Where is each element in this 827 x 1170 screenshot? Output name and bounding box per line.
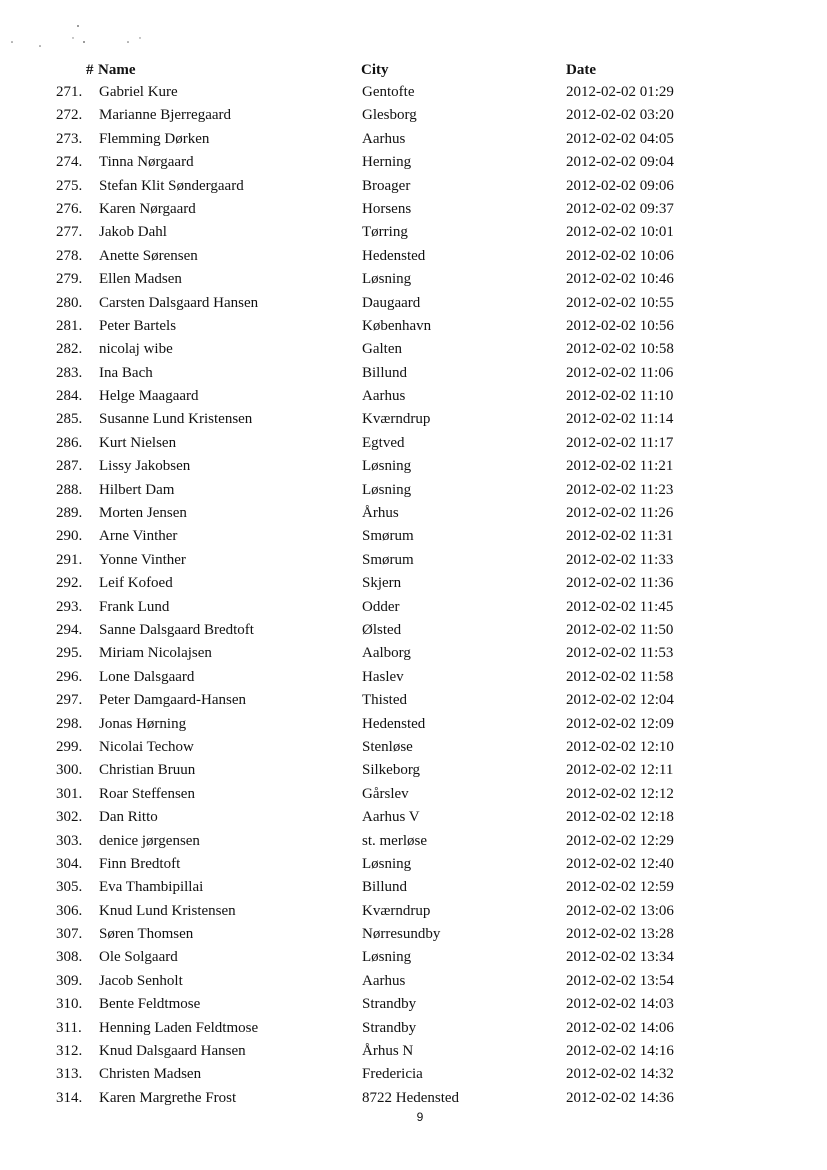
row-city: Løsning — [362, 481, 412, 498]
row-name: Peter Damgaard-Hansen — [99, 692, 247, 709]
row-number: 301. — [56, 785, 83, 802]
row-city: Løsning — [362, 855, 412, 872]
row-number: 314. — [56, 1089, 83, 1106]
row-city: Tørring — [362, 224, 408, 241]
row-city: Løsning — [362, 271, 412, 288]
row-city: Strandby — [362, 996, 417, 1013]
row-city: Løsning — [362, 458, 412, 475]
table-row — [0, 340, 827, 363]
row-name: Jakob Dahl — [99, 224, 167, 241]
row-number: 275. — [56, 177, 83, 194]
row-name: Flemming Dørken — [99, 130, 210, 147]
row-name: Knud Dalsgaard Hansen — [99, 1043, 246, 1060]
table-row — [0, 364, 827, 387]
row-name: Lone Dalsgaard — [99, 668, 195, 685]
row-name: Jacob Senholt — [99, 972, 183, 989]
row-city: Herning — [362, 154, 412, 171]
table-row — [0, 808, 827, 831]
table-row — [0, 785, 827, 808]
row-name: Tinna Nørgaard — [99, 154, 194, 171]
row-name: Roar Steffensen — [99, 785, 195, 802]
row-date: 2012-02-02 11:10 — [566, 388, 674, 405]
row-date: 2012-02-02 11:23 — [566, 481, 674, 498]
row-name: Ellen Madsen — [99, 271, 182, 288]
row-number: 290. — [56, 528, 83, 545]
table-row — [0, 1089, 827, 1112]
row-number: 295. — [56, 645, 83, 662]
row-city: Broager — [362, 177, 411, 194]
row-city: Århus — [362, 505, 399, 522]
row-name: Ina Bach — [99, 364, 153, 381]
row-number: 277. — [56, 224, 83, 241]
row-name: Sanne Dalsgaard Bredtoft — [99, 621, 254, 638]
table-row — [0, 317, 827, 340]
table-row — [0, 644, 827, 667]
row-date: 2012-02-02 11:50 — [566, 621, 674, 638]
table-row — [0, 855, 827, 878]
row-number: 294. — [56, 621, 83, 638]
table-row — [0, 995, 827, 1018]
row-date: 2012-02-02 10:06 — [566, 247, 674, 264]
row-date: 2012-02-02 11:33 — [566, 551, 674, 568]
row-date: 2012-02-02 09:37 — [566, 200, 674, 217]
row-number: 282. — [56, 341, 83, 358]
table-row — [0, 270, 827, 293]
row-number: 311. — [56, 1019, 82, 1036]
row-city: Nørresundby — [362, 926, 441, 943]
row-name: Christian Bruun — [99, 762, 196, 779]
row-date: 2012-02-02 11:17 — [566, 434, 674, 451]
row-number: 299. — [56, 738, 83, 755]
row-date: 2012-02-02 11:06 — [566, 364, 674, 381]
row-name: Bente Feldtmose — [99, 996, 201, 1013]
table-row — [0, 574, 827, 597]
row-number: 308. — [56, 949, 83, 966]
table-row — [0, 504, 827, 527]
table-row — [0, 177, 827, 200]
row-city: Løsning — [362, 949, 412, 966]
row-date: 2012-02-02 12:12 — [566, 785, 674, 802]
table-row — [0, 223, 827, 246]
row-date: 2012-02-02 14:03 — [566, 996, 674, 1013]
row-city: Gentofte — [362, 84, 415, 100]
row-city: st. merløse — [362, 832, 427, 849]
header-hash: # — [86, 62, 94, 78]
table-row — [0, 1065, 827, 1088]
table-row — [0, 551, 827, 574]
row-name: Arne Vinther — [99, 528, 178, 545]
row-name: Finn Bredtoft — [99, 855, 181, 872]
table-row — [0, 715, 827, 738]
row-city: Gårslev — [362, 785, 409, 802]
row-city: Aarhus — [362, 130, 406, 147]
row-number: 291. — [56, 551, 83, 568]
table-row — [0, 691, 827, 714]
row-city: Hedensted — [362, 715, 426, 732]
row-name: Carsten Dalsgaard Hansen — [99, 294, 259, 311]
row-name: Marianne Bjerregaard — [99, 107, 232, 124]
row-number: 279. — [56, 271, 83, 288]
row-city: Hedensted — [362, 247, 426, 264]
row-number: 293. — [56, 598, 83, 615]
row-name: Jonas Hørning — [99, 715, 187, 732]
row-name: Yonne Vinther — [99, 551, 186, 568]
row-city: København — [362, 317, 432, 334]
row-city: Billund — [362, 879, 408, 896]
row-date: 2012-02-02 11:21 — [566, 458, 674, 475]
row-name: Leif Kofoed — [99, 575, 173, 592]
table-row — [0, 832, 827, 855]
row-city: Århus N — [362, 1043, 414, 1060]
row-city: Thisted — [362, 692, 407, 709]
row-name: Knud Lund Kristensen — [99, 902, 236, 919]
row-date: 2012-02-02 12:18 — [566, 809, 674, 826]
row-date: 2012-02-02 14:06 — [566, 1019, 674, 1036]
row-date: 2012-02-02 11:31 — [566, 528, 674, 545]
row-date: 2012-02-02 10:46 — [566, 271, 674, 288]
row-number: 313. — [56, 1066, 83, 1083]
row-name: Karen Nørgaard — [99, 200, 196, 217]
row-city: Galten — [362, 341, 402, 358]
row-date: 2012-02-02 11:53 — [566, 645, 674, 662]
row-number: 283. — [56, 364, 83, 381]
table-row — [0, 247, 827, 270]
table-row — [0, 481, 827, 504]
row-date: 2012-02-02 13:28 — [566, 926, 674, 943]
row-number: 287. — [56, 458, 83, 475]
row-number: 297. — [56, 692, 83, 709]
table-row — [0, 130, 827, 153]
row-date: 2012-02-02 01:29 — [566, 84, 674, 100]
row-number: 300. — [56, 762, 83, 779]
row-number: 288. — [56, 481, 83, 498]
row-name: Frank Lund — [99, 598, 170, 615]
row-number: 303. — [56, 832, 83, 849]
row-date: 2012-02-02 13:34 — [566, 949, 674, 966]
table-row — [0, 434, 827, 457]
row-name: Dan Ritto — [99, 809, 158, 826]
row-city: Aarhus — [362, 388, 406, 405]
row-number: 310. — [56, 996, 83, 1013]
row-name: Christen Madsen — [99, 1066, 202, 1083]
table-row — [0, 598, 827, 621]
row-name: Karen Margrethe Frost — [99, 1089, 237, 1106]
row-number: 307. — [56, 926, 83, 943]
row-date: 2012-02-02 14:16 — [566, 1043, 674, 1060]
row-number: 276. — [56, 200, 83, 217]
row-city: Skjern — [362, 575, 402, 592]
row-city: Smørum — [362, 528, 414, 545]
table-body — [0, 83, 827, 1112]
table-row — [0, 457, 827, 480]
row-number: 286. — [56, 434, 83, 451]
row-date: 2012-02-02 09:06 — [566, 177, 674, 194]
row-date: 2012-02-02 12:09 — [566, 715, 674, 732]
row-number: 309. — [56, 972, 83, 989]
row-date: 2012-02-02 11:14 — [566, 411, 674, 428]
row-date: 2012-02-02 14:32 — [566, 1066, 674, 1083]
row-date: 2012-02-02 14:36 — [566, 1089, 674, 1106]
row-date: 2012-02-02 11:26 — [566, 505, 674, 522]
table-row — [0, 668, 827, 691]
row-number: 278. — [56, 247, 83, 264]
row-city: Strandby — [362, 1019, 417, 1036]
table-row — [0, 83, 827, 106]
row-name: Gabriel Kure — [99, 84, 178, 100]
row-number: 305. — [56, 879, 83, 896]
table-row — [0, 410, 827, 433]
row-name: denice jørgensen — [99, 832, 200, 849]
row-date: 2012-02-02 03:20 — [566, 107, 674, 124]
row-date: 2012-02-02 04:05 — [566, 130, 674, 147]
row-number: 274. — [56, 154, 83, 171]
row-name: Lissy Jakobsen — [99, 458, 191, 475]
row-city: Billund — [362, 364, 408, 381]
row-number: 285. — [56, 411, 83, 428]
row-city: Aarhus V — [362, 809, 420, 826]
row-name: Kurt Nielsen — [99, 434, 177, 451]
row-city: Glesborg — [362, 107, 417, 124]
table-row — [0, 294, 827, 317]
row-number: 271. — [56, 84, 83, 100]
table-row — [0, 761, 827, 784]
row-name: Susanne Lund Kristensen — [99, 411, 253, 428]
row-name: nicolaj wibe — [99, 341, 173, 358]
row-number: 281. — [56, 317, 83, 334]
row-date: 2012-02-02 09:04 — [566, 154, 674, 171]
header-city: City — [361, 62, 389, 78]
row-city: Aalborg — [362, 645, 411, 662]
row-city: Ølsted — [362, 621, 402, 638]
table-row — [0, 738, 827, 761]
row-city: Odder — [362, 598, 400, 615]
row-number: 302. — [56, 809, 83, 826]
row-date: 2012-02-02 10:55 — [566, 294, 674, 311]
row-date: 2012-02-02 12:40 — [566, 855, 674, 872]
row-name: Peter Bartels — [99, 317, 177, 334]
table-row — [0, 1019, 827, 1042]
table-row — [0, 527, 827, 550]
row-date: 2012-02-02 11:36 — [566, 575, 674, 592]
row-number: 289. — [56, 505, 83, 522]
row-number: 304. — [56, 855, 83, 872]
table-row — [0, 621, 827, 644]
table-row — [0, 1042, 827, 1065]
row-number: 280. — [56, 294, 83, 311]
row-number: 312. — [56, 1043, 83, 1060]
table-row — [0, 925, 827, 948]
row-date: 2012-02-02 11:58 — [566, 668, 674, 685]
row-name: Søren Thomsen — [99, 926, 194, 943]
row-date: 2012-02-02 10:56 — [566, 317, 674, 334]
row-date: 2012-02-02 12:59 — [566, 879, 674, 896]
row-number: 306. — [56, 902, 83, 919]
row-city: Fredericia — [362, 1066, 423, 1083]
row-city: Kværndrup — [362, 902, 431, 919]
row-number: 273. — [56, 130, 83, 147]
row-name: Anette Sørensen — [99, 247, 198, 264]
header-date: Date — [566, 62, 596, 78]
row-number: 284. — [56, 388, 83, 405]
header-name: Name — [98, 62, 136, 78]
table-row — [0, 106, 827, 129]
row-name: Stefan Klit Søndergaard — [99, 177, 244, 194]
row-city: 8722 Hedensted — [362, 1089, 460, 1106]
row-date: 2012-02-02 10:58 — [566, 341, 674, 358]
row-date: 2012-02-02 12:29 — [566, 832, 674, 849]
scan-specks — [0, 0, 200, 60]
table-row — [0, 387, 827, 410]
row-number: 272. — [56, 107, 83, 124]
row-date: 2012-02-02 13:54 — [566, 972, 674, 989]
table-row — [0, 200, 827, 223]
table-row — [0, 878, 827, 901]
row-name: Morten Jensen — [99, 505, 187, 522]
table-header — [0, 62, 827, 82]
row-date: 2012-02-02 10:01 — [566, 224, 674, 241]
row-city: Haslev — [362, 668, 404, 685]
row-number: 298. — [56, 715, 83, 732]
row-date: 2012-02-02 11:45 — [566, 598, 674, 615]
row-name: Eva Thambipillai — [99, 879, 204, 896]
row-city: Horsens — [362, 200, 412, 217]
row-city: Aarhus — [362, 972, 406, 989]
row-date: 2012-02-02 12:11 — [566, 762, 674, 779]
row-number: 296. — [56, 668, 83, 685]
row-name: Helge Maagaard — [99, 388, 199, 405]
row-date: 2012-02-02 12:10 — [566, 738, 674, 755]
table-row — [0, 948, 827, 971]
row-name: Miriam Nicolajsen — [99, 645, 212, 662]
row-city: Egtved — [362, 434, 405, 451]
row-name: Henning Laden Feldtmose — [99, 1019, 259, 1036]
row-city: Silkeborg — [362, 762, 421, 779]
row-name: Ole Solgaard — [99, 949, 178, 966]
table-row — [0, 972, 827, 995]
row-date: 2012-02-02 13:06 — [566, 902, 674, 919]
row-date: 2012-02-02 12:04 — [566, 692, 674, 709]
row-name: Nicolai Techow — [99, 738, 194, 755]
row-name: Hilbert Dam — [99, 481, 175, 498]
row-city: Smørum — [362, 551, 414, 568]
row-city: Kværndrup — [362, 411, 431, 428]
table-row — [0, 902, 827, 925]
page-number: 9 — [416, 1110, 424, 1124]
table-row — [0, 153, 827, 176]
row-city: Stenløse — [362, 738, 413, 755]
row-city: Daugaard — [362, 294, 421, 311]
row-number: 292. — [56, 575, 83, 592]
